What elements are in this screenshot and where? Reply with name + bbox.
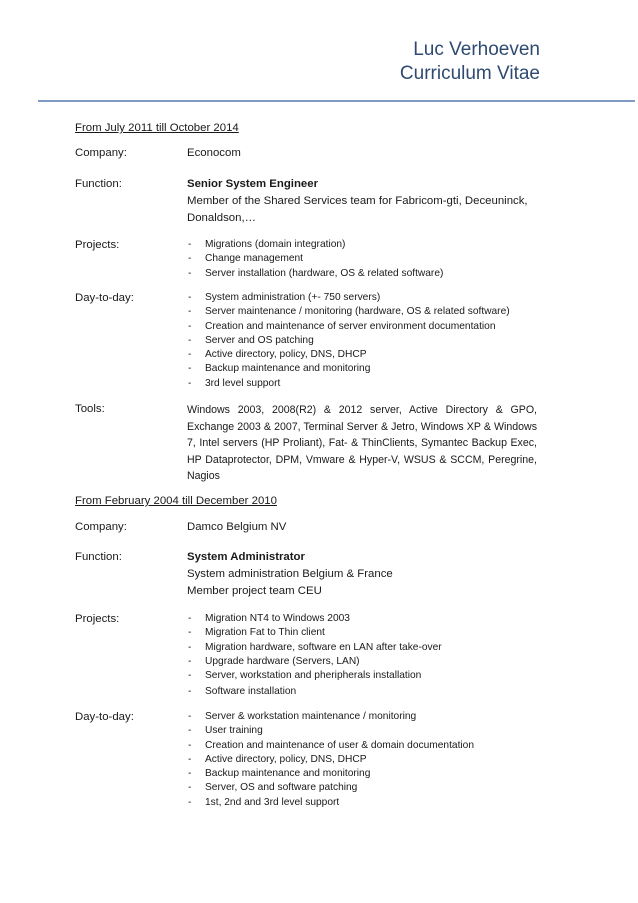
tools-label: Tools: [75, 403, 105, 415]
function-label: Function: [75, 551, 122, 563]
person-name: Luc Verhoeven [413, 39, 540, 60]
list-item: - Creation and maintenance of server environment documentation [187, 320, 537, 334]
list-item: - Software installation [187, 685, 537, 699]
job-period: From July 2011 till October 2014 [75, 122, 239, 134]
list-item: - Migration Fat to Thin client [187, 626, 537, 640]
function-value [187, 176, 537, 227]
job-entry-1 [75, 121, 537, 482]
list-item: - Active directory, policy, DNS, DHCP [187, 753, 537, 767]
function-description: Member of the Shared Services team for Fabricom-gti, Deceuninck, Donaldson,… [187, 195, 528, 224]
daytoday-list [187, 710, 537, 810]
list-item: - Upgrade hardware (Servers, LAN) [187, 655, 537, 669]
list-item: - Server, OS and software patching [187, 781, 537, 795]
list-item: - 1st, 2nd and 3rd level support [187, 796, 537, 810]
projects-label: Projects: [75, 239, 120, 251]
list-item: - Change management [187, 252, 537, 266]
projects-list-wrap [187, 238, 537, 281]
job-period: From February 2004 till December 2010 [75, 495, 277, 507]
projects-list-wrap [187, 612, 537, 700]
list-item: - Backup maintenance and monitoring [187, 767, 537, 781]
function-title: System Administrator [187, 551, 305, 563]
function-description: Member project team CEU [187, 585, 322, 597]
list-item: - System administration (+- 750 servers) [187, 291, 537, 305]
daytoday-label: Day-to-day: [75, 711, 134, 723]
projects-list [187, 612, 537, 700]
list-item: - User training [187, 724, 537, 738]
list-item: - Server maintenance / monitoring (hardware, OS & related software) [187, 305, 537, 319]
daytoday-label: Day-to-day: [75, 292, 134, 304]
list-item: - Active directory, policy, DNS, DHCP [187, 348, 537, 362]
list-item: - Migrations (domain integration) [187, 238, 537, 252]
list-item: - Server installation (hardware, OS & related software) [187, 267, 537, 281]
list-item: - Server and OS patching [187, 334, 537, 348]
job-entry-2 [75, 494, 537, 808]
document-subtitle: Curriculum Vitae [399, 63, 540, 84]
company-label: Company: [75, 521, 127, 533]
function-label: Function: [75, 178, 122, 190]
company-value: Damco Belgium NV [187, 521, 287, 533]
daytoday-list-wrap [187, 291, 537, 391]
list-item: - Server, workstation and pheripherals installation [187, 669, 537, 683]
company-value: Econocom [187, 147, 241, 159]
list-item: - Creation and maintenance of user & domain documentation [187, 739, 537, 753]
cv-header [0, 38, 540, 86]
function-title: Senior System Engineer [187, 178, 319, 190]
header-divider [38, 100, 635, 102]
company-label: Company: [75, 147, 127, 159]
list-item: - Migration NT4 to Windows 2003 [187, 612, 537, 626]
list-item: - Migration hardware, software en LAN after take-over [187, 641, 537, 655]
list-item: - Backup maintenance and monitoring [187, 362, 537, 376]
list-item: - Server & workstation maintenance / monitoring [187, 710, 537, 724]
tools-value: Windows 2003, 2008(R2) & 2012 server, Active Directory & GPO, Exchange 2003 & 2007, Terminal Server & Jetro, Windows XP & Windows 7, Intel servers (HP Proliant), Fat- & ThinClients, Symantec Backup Exec, HP Dataprotector, DPM, Vmware & Hyper-V, WSUS & SCCM, Peregrine, Nagios [187, 404, 537, 482]
daytoday-list [187, 291, 537, 391]
function-description: System administration Belgium & France [187, 568, 393, 580]
projects-label: Projects: [75, 613, 120, 625]
function-value [187, 549, 537, 600]
list-item: - 3rd level support [187, 377, 537, 391]
daytoday-list-wrap [187, 710, 537, 810]
projects-list [187, 238, 537, 281]
